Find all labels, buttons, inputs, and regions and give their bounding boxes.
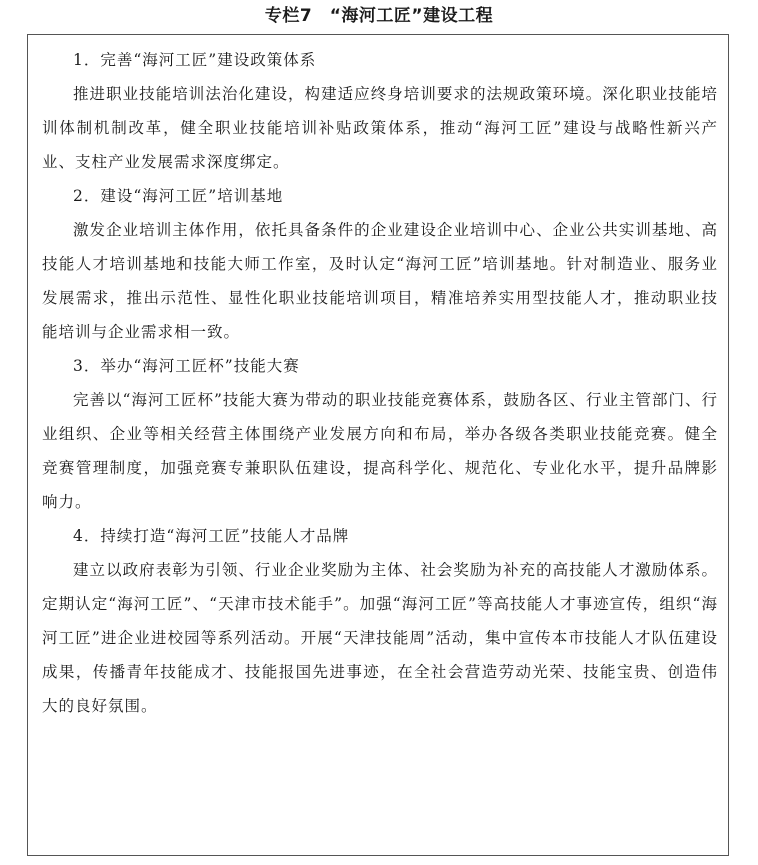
section-body-2: 激发企业培训主体作用，依托具备条件的企业建设企业培训中心、企业公共实训基地、高技能人才培训基地和技能大师工作室，及时认定“海河工匠”培训基地。针对制造业、服务业发展需求，推出示范性、显性化职业技能培训项目，精准培养实用型技能人才，推动职业技能培训与企业需求相一致。: [42, 221, 718, 341]
column-title: 专栏7 “海河工匠”建设工程: [264, 6, 494, 26]
section-heading-4: 4．持续打造“海河工匠”技能人才品牌: [73, 527, 350, 545]
section-body-4: 建立以政府表彰为引领、行业企业奖励为主体、社会奖励为补充的高技能人才激励体系。定期认定“海河工匠”、“天津市技术能手”。加强“海河工匠”等高技能人才事迹宣传，组织“海河工匠”进企业进校园等系列活动。开展“天津技能周”活动，集中宣传本市技能人才队伍建设成果，传播青年技能成才、技能报国先进事迹，在全社会营造劳动光荣、技能宝贵、创造伟大的良好氛围。: [42, 561, 718, 715]
section-body-3: 完善以“海河工匠杯”技能大赛为带动的职业技能竞赛体系，鼓励各区、行业主管部门、行业组织、企业等相关经营主体围绕产业发展方向和布局，举办各级各类职业技能竞赛。健全竞赛管理制度，加强竞赛专兼职队伍建设，提高科学化、规范化、专业化水平，提升品牌影响力。: [42, 391, 718, 511]
section-heading-1: 1．完善“海河工匠”建设政策体系: [73, 51, 317, 69]
section-heading-2: 2．建设“海河工匠”培训基地: [73, 187, 284, 205]
section-heading-3: 3．举办“海河工匠杯”技能大赛: [73, 357, 300, 375]
column-box: [27, 34, 729, 856]
section-body-1: 推进职业技能培训法治化建设，构建适应终身培训要求的法规政策环境。深化职业技能培训体制机制改革，健全职业技能培训补贴政策体系，推动“海河工匠”建设与战略性新兴产业、支柱产业发展需求深度绑定。: [42, 85, 718, 171]
column-content: [42, 43, 718, 723]
